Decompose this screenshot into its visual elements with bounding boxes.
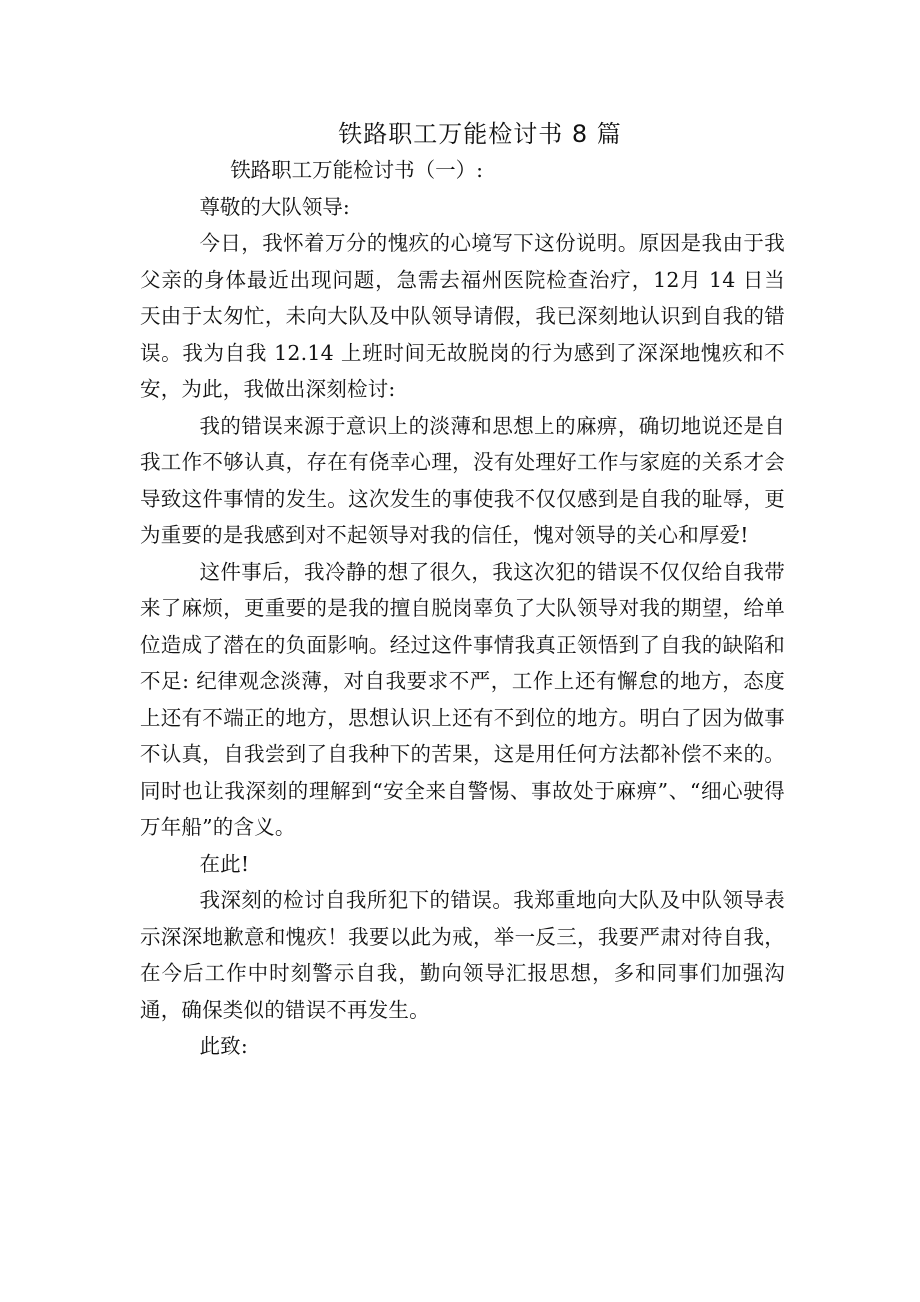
paragraph-closing: 此致: (199, 1034, 248, 1058)
section-subtitle: 铁路职工万能检讨书（一）: (230, 158, 484, 182)
salutation: 尊敬的大队领导: (199, 194, 350, 219)
document-body (140, 152, 785, 1065)
paragraph-cause: 我的错误来源于意识上的淡薄和思想上的麻痹，确切地说还是自我工作不够认真，存在有侥幸心理，没有处理好工作与家庭的关系才会导致这件事情的发生。这次发生的事使我不仅仅感到是自我的耻辱，更为重要的是我感到对不起领导对我的信任，愧对领导的关心和厚爱! (140, 413, 785, 547)
paragraph-reflection: 这件事后，我冷静的想了很久，我这次犯的错误不仅仅给自我带来了麻烦，更重要的是我的擅自脱岗辜负了大队领导对我的期望，给单位造成了潜在的负面影响。经过这件事情我真正领悟到了自我的缺陷和不足: 纪律观念淡薄，对自我要求不严，工作上还有懈怠的地方，态度上还有不端正的地方，思想认识上还有不到位的地方。明白了因为做事不认真，自我尝到了自我种下的苦果，这是用任何方法都补偿不来的。同时也让我深刻的理解到“安全来自警惕、事故处于麻痹”、“细心驶得万年船”的含义。 (140, 559, 785, 839)
paragraph-here: 在此! (199, 851, 250, 876)
document-title: 铁路职工万能检讨书 8 篇 (338, 120, 622, 148)
paragraph-commitment: 我深刻的检讨自我所犯下的错误。我郑重地向大队及中队领导表示深深地歉意和愧疚！我要以此为戒，举一反三，我要严肃对待自我，在今后工作中时刻警示自我，勤向领导汇报思想，多和同事们加强沟通，确保类似的错误不再发生。 (140, 888, 785, 1022)
paragraph-reason: 今日，我怀着万分的愧疚的心境写下这份说明。原因是我由于我父亲的身体最近出现问题，急需去福州医院检查治疗，12月 14 日当天由于太匆忙，未向大队及中队领导请假，我已深刻地认识到自我的错误。我为自我 12.14 上班时间无故脱岗的行为感到了深深地愧疚和不安，为此，我做出深刻检讨: (140, 231, 785, 401)
